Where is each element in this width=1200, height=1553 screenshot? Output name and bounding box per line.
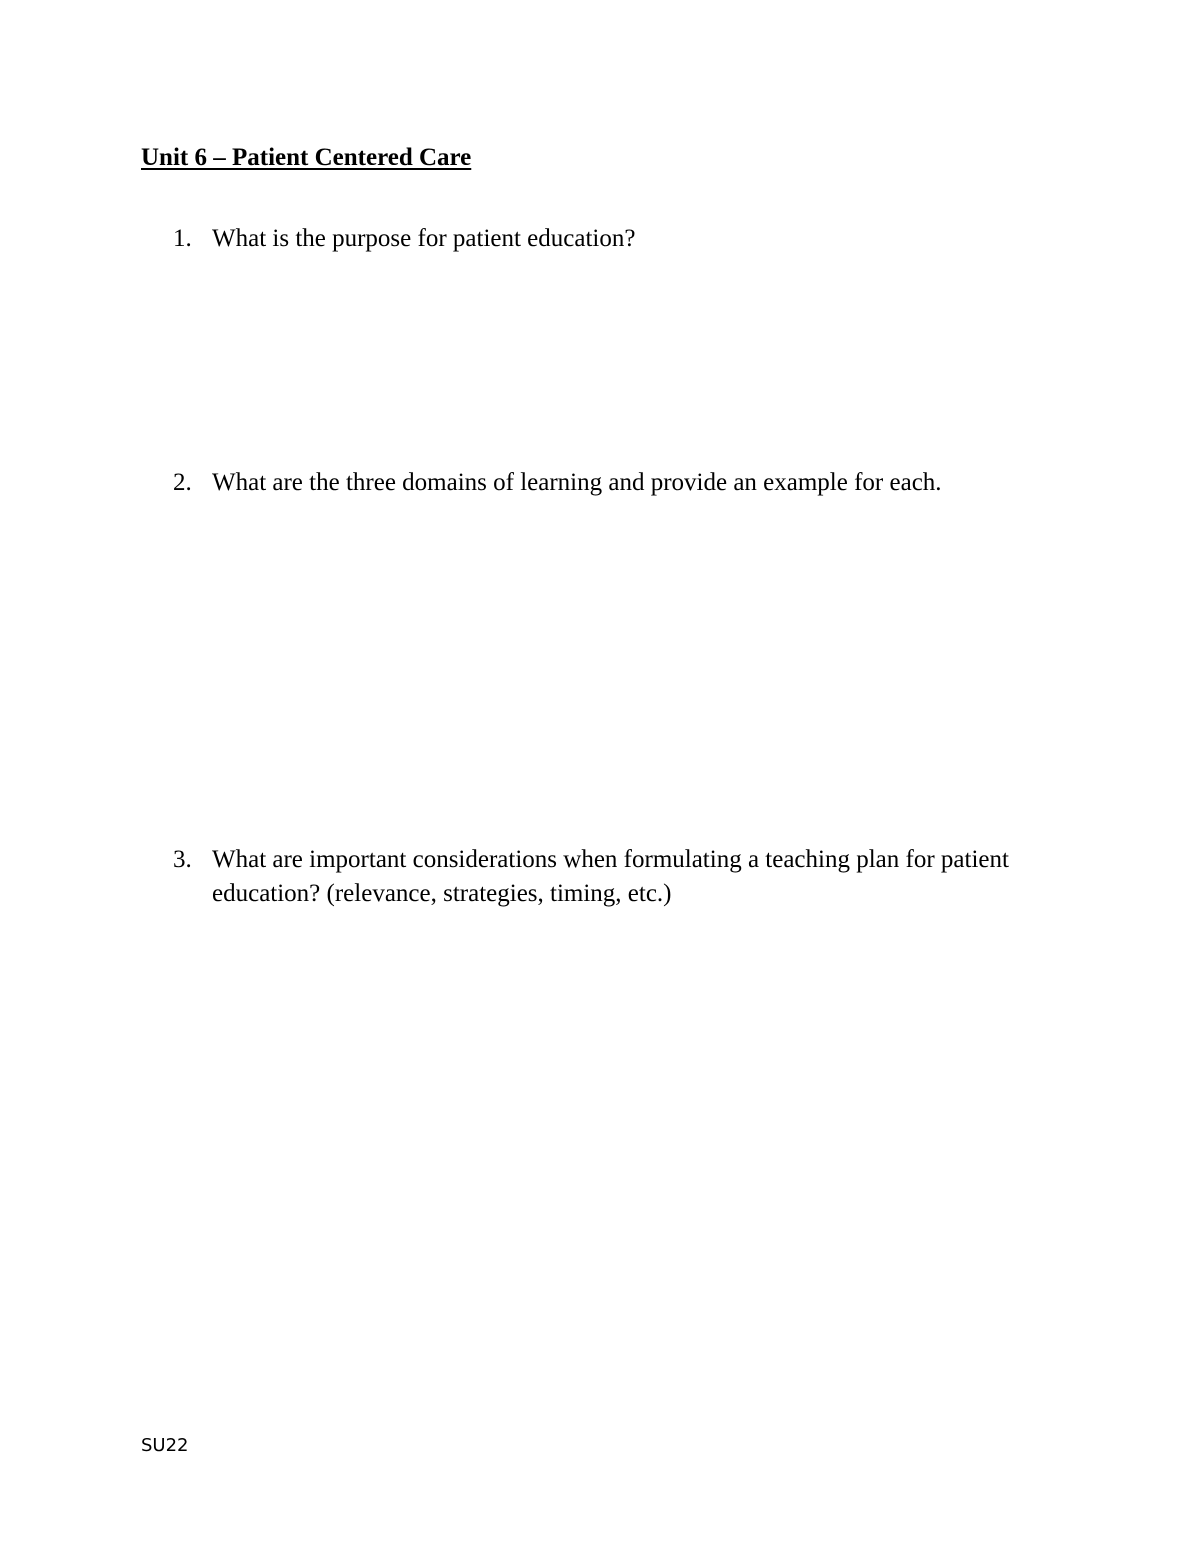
page-title: Unit 6 – Patient Centered Care [141, 144, 472, 171]
page-footer: SU22 [141, 1435, 189, 1456]
question-number: 1. [173, 225, 192, 252]
question-text: What are important considerations when formulating a teaching plan for patient education? (relevance, strategies, timing, etc.) [212, 846, 1009, 907]
question-text: What are the three domains of learning and provide an example for each. [212, 469, 942, 496]
question-text: What is the purpose for patient education? [212, 225, 636, 252]
question-number: 2. [173, 469, 192, 496]
question-number: 3. [173, 846, 192, 873]
